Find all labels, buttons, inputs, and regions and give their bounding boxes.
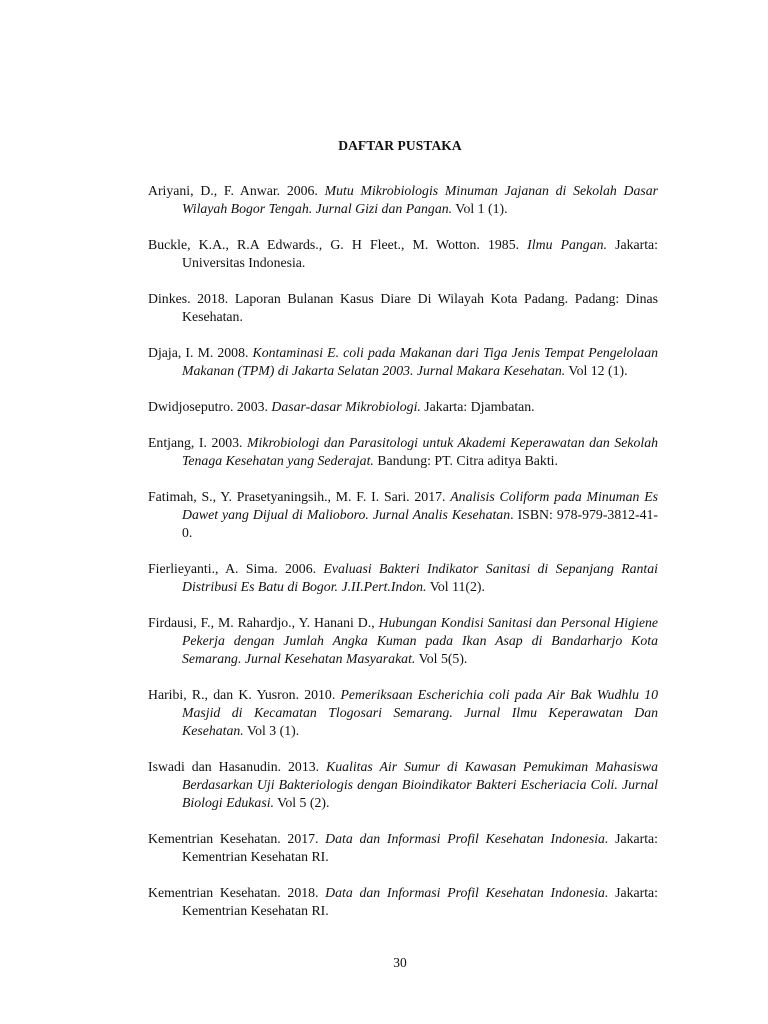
reference-text: Vol 12 (1). <box>565 363 628 378</box>
reference-italic-text: Mikrobiologi dan Parasitologi untuk Akademi Keperawatan dan Sekolah Tenaga Kesehatan yang Sederajat. <box>182 435 658 468</box>
reference-entry <box>148 290 658 326</box>
reference-list <box>148 182 658 938</box>
reference-entry <box>148 488 658 542</box>
reference-text: Dwidjoseputro. 2003. <box>148 399 272 414</box>
reference-italic-text: Evaluasi Bakteri Indikator Sanitasi di Sepanjang Rantai Distribusi Es Batu di Bogor. J.II.Pert.Indon. <box>182 561 658 594</box>
reference-text: Kementrian Kesehatan. 2018. <box>148 885 326 900</box>
reference-italic-text: Hubungan Kondisi Sanitasi dan Personal Higiene Pekerja dengan Jumlah Angka Kuman pada Ikan Asap di Bandarharjo Kota Semarang. Jurnal Kesehatan Masyarakat. <box>182 615 658 666</box>
reference-entry <box>148 182 658 218</box>
reference-italic-text: Data dan Informasi Profil Kesehatan Indonesia. <box>325 831 609 846</box>
reference-entry <box>148 614 658 668</box>
reference-text: Jakarta: Universitas Indonesia. <box>182 237 658 270</box>
reference-text: Jakarta: Kementrian Kesehatan RI. <box>182 831 658 864</box>
reference-text: Firdausi, F., M. Rahardjo., Y. Hanani D., <box>148 615 379 630</box>
reference-entry <box>148 398 658 416</box>
reference-entry <box>148 560 658 596</box>
reference-entry <box>148 344 658 380</box>
reference-italic-text: Ilmu Pangan. <box>527 237 607 252</box>
reference-text: Vol 3 (1). <box>243 723 300 738</box>
reference-italic-text: Pemeriksaan Escherichia coli pada Air Bak Wudhlu 10 Masjid di Kecamatan Tlogosari Semarang. Jurnal Ilmu Keperawatan Dan Kesehatan. <box>182 687 658 738</box>
reference-text: Haribi, R., dan K. Yusron. 2010. <box>148 687 341 702</box>
reference-text: . ISBN: 978-979-3812-41-0. <box>182 507 658 540</box>
reference-text: Jakarta: Kementrian Kesehatan RI. <box>182 885 658 918</box>
reference-italic-text: Data dan Informasi Profil Kesehatan Indonesia. <box>325 885 609 900</box>
reference-text: Iswadi dan Hasanudin. 2013. <box>148 759 327 774</box>
reference-text: Entjang, I. 2003. <box>148 435 247 450</box>
reference-text: Vol 5 (2). <box>273 795 330 810</box>
reference-text: Fatimah, S., Y. Prasetyaningsih., M. F. I. Sari. 2017. <box>148 489 451 504</box>
reference-entry <box>148 884 658 920</box>
page-number: 30 <box>393 955 407 970</box>
reference-text: Djaja, I. M. 2008. <box>148 345 253 360</box>
page-title: DAFTAR PUSTAKA <box>338 138 462 153</box>
reference-text: Bandung: PT. Citra aditya Bakti. <box>373 453 558 468</box>
reference-entry <box>148 236 658 272</box>
reference-entry <box>148 434 658 470</box>
reference-entry <box>148 758 658 812</box>
reference-text: Dinkes. 2018. Laporan Bulanan Kasus Diare Di Wilayah Kota Padang. Padang: Dinas Kesehatan. <box>148 291 658 324</box>
reference-text: Kementrian Kesehatan. 2017. <box>148 831 326 846</box>
reference-text: Vol 5(5). <box>415 651 468 666</box>
reference-entry <box>148 830 658 866</box>
reference-text: Vol 1 (1). <box>452 201 508 216</box>
reference-entry <box>148 686 658 740</box>
reference-text: Ariyani, D., F. Anwar. 2006. <box>148 183 325 198</box>
reference-text: Vol 11(2). <box>426 579 485 594</box>
reference-text: Fierlieyanti., A. Sima. 2006. <box>148 561 324 576</box>
reference-italic-text: Kontaminasi E. coli pada Makanan dari Tiga Jenis Tempat Pengelolaan Makanan (TPM) di Jakarta Selatan 2003. Jurnal Makara Kesehatan. <box>182 345 658 378</box>
reference-italic-text: Mutu Mikrobiologis Minuman Jajanan di Sekolah Dasar Wilayah Bogor Tengah. Jurnal Gizi dan Pangan. <box>182 183 659 216</box>
reference-italic-text: Kualitas Air Sumur di Kawasan Pemukiman Mahasiswa Berdasarkan Uji Bakteriologis dengan Bioindikator Bakteri Escheriacia Coli. Jurnal Biologi Edukasi. <box>182 759 658 810</box>
reference-text: Buckle, K.A., R.A Edwards., G. H Fleet., M. Wotton. 1985. <box>148 237 528 252</box>
reference-italic-text: Dasar-dasar Mikrobiologi. <box>271 399 421 414</box>
reference-italic-text: Analisis Coliform pada Minuman Es Dawet yang Dijual di Malioboro. Jurnal Analis Kesehatan <box>182 489 658 522</box>
reference-text: Jakarta: Djambatan. <box>420 399 535 414</box>
